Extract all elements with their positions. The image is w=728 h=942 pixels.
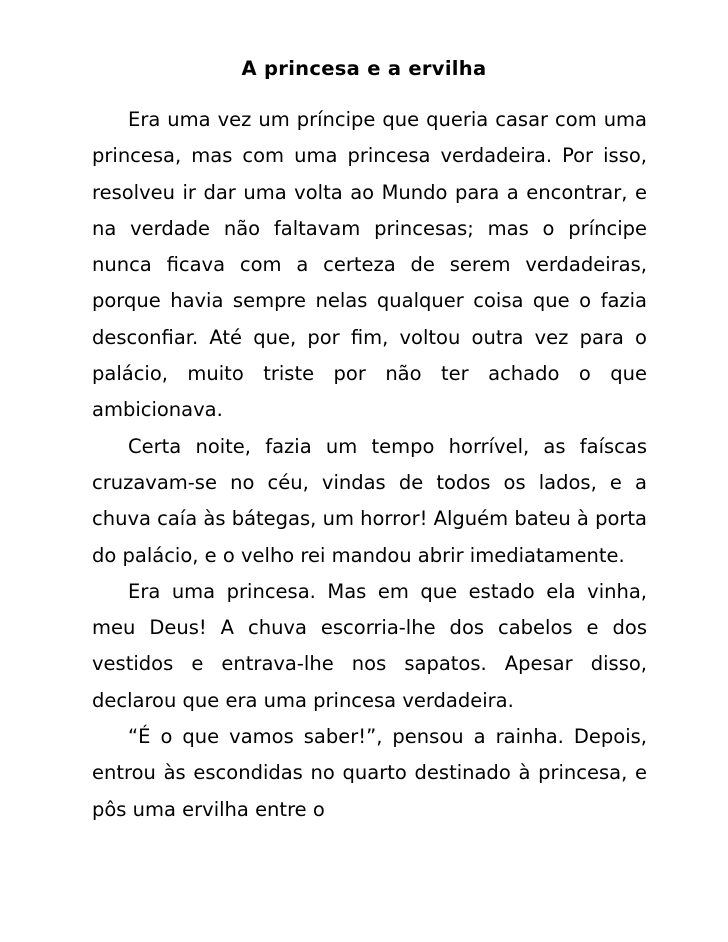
- document-title: A princesa e a ervilha: [241, 57, 487, 80]
- document-body: [92, 102, 647, 828]
- paragraph-3: Era uma princesa. Mas em que estado ela vinha, meu Deus! A chuva escorria-lhe dos cabelos e dos vestidos e entrava-lhe nos sapatos. Apesar disso, declarou que era uma princesa verdadeira.: [92, 579, 647, 712]
- paragraph-1: Era uma vez um príncipe que queria casar com uma princesa, mas com uma princesa verdadeira. Por isso, resolveu ir dar uma volta ao Mundo para a encontrar, e na verdade não faltavam princesas; mas o príncipe nunca ficava com a certeza de serem verdadeiras, porque havia sempre nelas qualquer coisa que o fazia desconfiar. Até que, por fim, voltou outra vez para o palácio, muito triste por não ter achado o que ambicionava.: [92, 108, 647, 422]
- paragraph-4: “É o que vamos saber!”, pensou a rainha. Depois, entrou às escondidas no quarto destinado à princesa, e pôs uma ervilha entre o: [92, 725, 647, 821]
- paragraph-2: Certa noite, fazia um tempo horrível, as faíscas cruzavam-se no céu, vindas de todos os lados, e a chuva caía às bátegas, um horror! Alguém bateu à porta do palácio, e o velho rei mandou abrir imediatamente.: [92, 434, 647, 567]
